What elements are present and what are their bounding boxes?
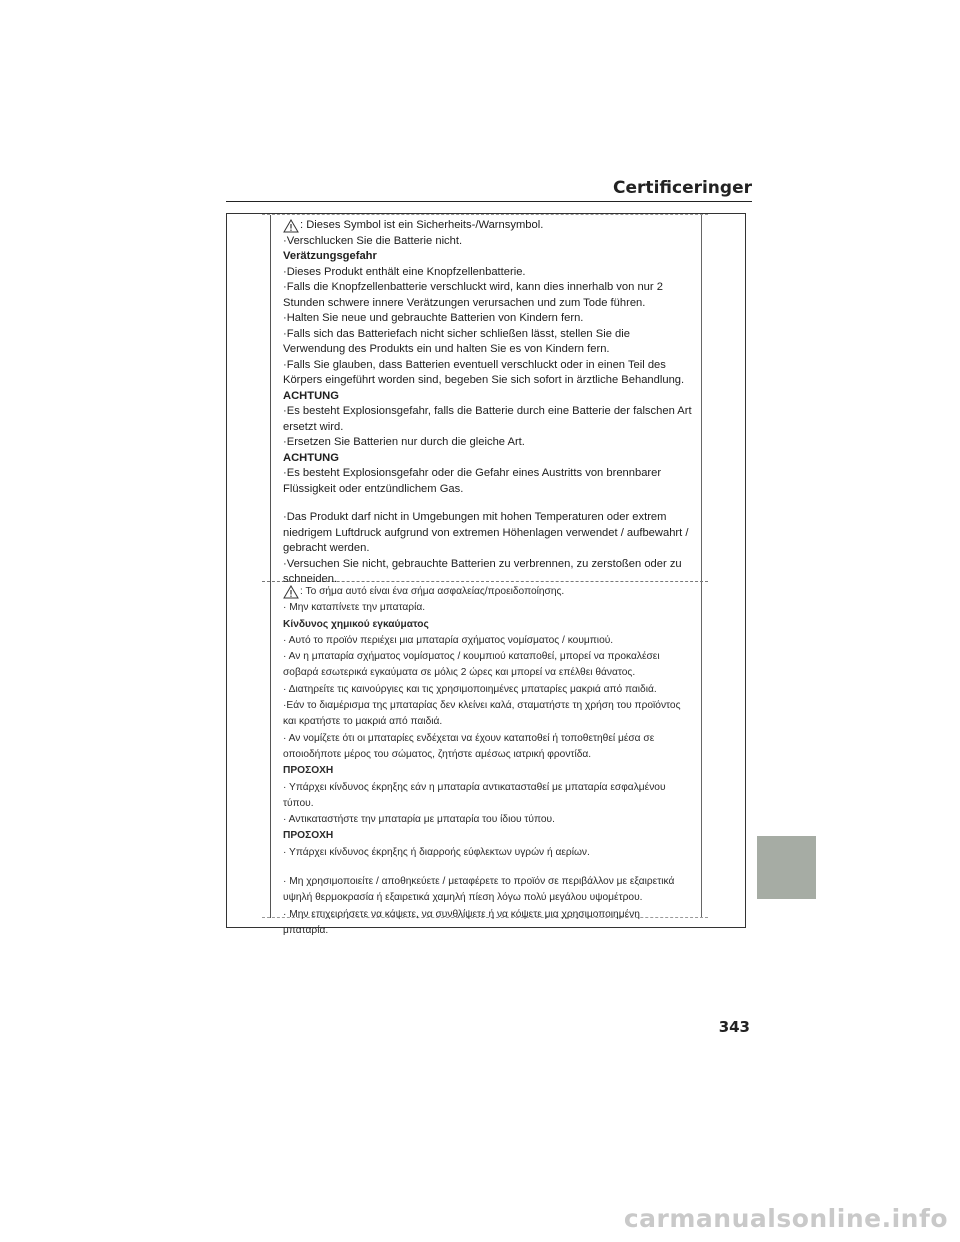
text-line: ·Versuchen Sie nicht, gebrauchte Batterien zu verbrennen, zu zerstoßen oder zu bbox=[283, 557, 682, 570]
text-line: · Υπάρχει κίνδυνος έκρηξης εάν η μπαταρία αντικατασταθεί με μπαταρία εσφαλμένου bbox=[283, 781, 666, 793]
text-line: · Διατηρείτε τις καινούργιες και τις χρησιμοποιημένες μπαταρίες μακριά από παιδιά. bbox=[283, 683, 657, 695]
paragraph-gap bbox=[283, 861, 698, 874]
watermark-text: carmanualsonline.info bbox=[623, 1204, 948, 1233]
text-line: οποιοδήποτε μέρος του σώματος, ζητήστε αμέσως ιατρική φροντίδα. bbox=[283, 748, 592, 760]
text-line: ·Falls Sie glauben, dass Batterien eventuell verschluckt oder in einen Teil des bbox=[283, 358, 666, 371]
text-line: ersetzt wird. bbox=[283, 420, 344, 433]
text-line: ·Falls sich das Batteriefach nicht sicher schließen lässt, stellen Sie die bbox=[283, 327, 630, 340]
german-symbol-text: : Dieses Symbol ist ein Sicherheits-/Warnsymbol. bbox=[300, 219, 544, 231]
text-line: Stunden schwere innere Verätzungen verursachen und zum Tode führen. bbox=[283, 296, 646, 309]
text-line: · Μην επιχειρήσετε να κάψετε, να συνθλίψετε ή να κόψετε μια χρησιμοποιημένη bbox=[283, 908, 640, 920]
section-heading: ΠΡΟΣΟΧΗ bbox=[283, 830, 334, 842]
text-line: ·Es besteht Explosionsgefahr, falls die Batterie durch eine Batterie der falschen Art bbox=[283, 405, 692, 417]
text-line: gebracht werden. bbox=[283, 542, 370, 554]
greek-lines bbox=[283, 600, 698, 939]
section-heading: ΠΡΟΣΟΧΗ bbox=[283, 765, 334, 777]
text-line: · Αν νομίζετε ότι οι μπαταρίες ενδέχεται να έχουν καταποθεί ή τοποθετηθεί μέσα σε bbox=[283, 732, 655, 744]
text-line: Flüssigkeit oder entzündlichem Gas. bbox=[283, 482, 464, 495]
paragraph-gap bbox=[283, 497, 698, 510]
text-line: ·Das Produkt darf nicht in Umgebungen mit hohen Temperaturen oder extrem bbox=[283, 511, 667, 523]
section-heading: Κίνδυνος χημικού εγκαύματος bbox=[283, 618, 429, 630]
text-line: ·Falls die Knopfzellenbatterie verschluckt wird, kann dies innerhalb von nur 2 bbox=[283, 281, 663, 293]
warning-triangle-icon bbox=[283, 219, 299, 233]
text-line: και κρατήστε το μακριά από παιδιά. bbox=[283, 716, 443, 728]
greek-symbol-line bbox=[283, 584, 698, 600]
text-line: σοβαρά εσωτερικά εγκαύματα σε μόλις 2 ώρες και μπορεί να επέλθει θάνατος. bbox=[283, 667, 636, 679]
german-symbol-line bbox=[283, 218, 698, 234]
text-line: niedrigem Luftdruck aufgrund von extremen Höhenlagen verwendet / aufbewahrt / bbox=[283, 526, 689, 539]
german-lines bbox=[283, 234, 698, 588]
text-line: ·Verschlucken Sie die Batterie nicht. bbox=[283, 234, 463, 247]
text-line: τύπου. bbox=[283, 797, 314, 809]
chapter-side-tab bbox=[757, 836, 816, 899]
section-heading: ACHTUNG bbox=[283, 451, 339, 464]
greek-symbol-text: : Το σήμα αυτό είναι ένα σήμα ασφαλείας/προειδοποίησης. bbox=[300, 586, 565, 597]
text-line: schneiden. bbox=[283, 573, 338, 585]
text-line: · Αντικαταστήστε την μπαταρία με μπαταρία του ίδιου τύπου. bbox=[283, 814, 555, 826]
text-line: ·Dieses Produkt enthält eine Knopfzellenbatterie. bbox=[283, 265, 526, 278]
german-warning-text bbox=[283, 218, 698, 588]
greek-warning-text bbox=[283, 584, 698, 939]
text-line: μπαταρία. bbox=[283, 924, 329, 936]
top-dashed-rule bbox=[262, 214, 708, 215]
page-number: 343 bbox=[718, 1018, 750, 1036]
text-line: ·Ersetzen Sie Batterien nur durch die gleiche Art. bbox=[283, 436, 525, 448]
page-header-title: Certificeringer bbox=[613, 178, 752, 198]
text-line: ·Εάν το διαμέρισμα της μπαταρίας δεν κλείνει καλά, σταματήστε τη χρήση του προϊόντος bbox=[283, 700, 681, 712]
text-line: ·Es besteht Explosionsgefahr oder die Gefahr eines Austritts von brennbarer bbox=[283, 467, 662, 479]
text-line: · Αν η μπαταρία σχήματος νομίσματος / κουμπιού καταποθεί, μπορεί να προκαλέσει bbox=[283, 651, 660, 663]
warning-triangle-icon bbox=[283, 585, 299, 599]
section-heading: Verätzungsgefahr bbox=[283, 250, 377, 262]
section-heading: ACHTUNG bbox=[283, 389, 339, 402]
text-line: · Μη χρησιμοποιείτε / αποθηκεύετε / μεταφέρετε το προϊόν σε περιβάλλον με εξαιρετικά bbox=[283, 876, 675, 888]
text-line: · Υπάρχει κίνδυνος έκρηξης ή διαρροής εύφλεκτων υγρών ή αερίων. bbox=[283, 846, 590, 858]
text-line: · Μην καταπίνετε την μπαταρία. bbox=[283, 602, 426, 614]
text-line: Verwendung des Produkts ein und halten Sie es von Kindern fern. bbox=[283, 343, 610, 355]
header-rule bbox=[226, 201, 752, 202]
text-line: · Αυτό το προϊόν περιέχει μια μπαταρία σχήματος νομίσματος / κουμπιού. bbox=[283, 634, 614, 646]
text-line: Körpers eingeführt worden sind, begeben Sie sich sofort in ärztliche Behandlung. bbox=[283, 374, 685, 386]
text-line: υψηλή θερμοκρασία ή εξαιρετικά χαμηλή πίεση λόγω πολύ μεγάλου υψομέτρου. bbox=[283, 892, 643, 904]
text-line: ·Halten Sie neue und gebrauchte Batterien von Kindern fern. bbox=[283, 312, 584, 324]
